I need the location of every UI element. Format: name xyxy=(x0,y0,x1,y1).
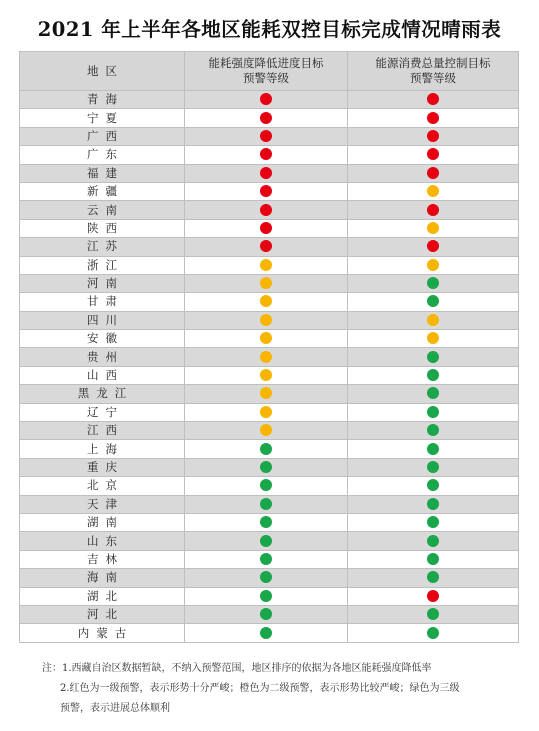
region-name: 北京 xyxy=(87,478,124,493)
red-warning-dot-icon xyxy=(260,93,272,105)
consumption-level-cell xyxy=(348,440,519,458)
table-row xyxy=(20,495,519,513)
green-warning-dot-icon xyxy=(260,608,272,620)
region-name: 四川 xyxy=(87,312,124,327)
header-intensity-line2: 预警等级 xyxy=(243,71,289,85)
table-row xyxy=(20,569,519,587)
intensity-level-cell xyxy=(185,624,348,642)
warning-table xyxy=(19,51,519,643)
consumption-level-cell xyxy=(348,587,519,605)
page-title: 2021 年上半年各地区能耗双控目标完成情况晴雨表 xyxy=(37,18,502,41)
orange-warning-dot-icon xyxy=(260,387,272,399)
consumption-level-cell xyxy=(348,569,519,587)
green-warning-dot-icon xyxy=(260,479,272,491)
consumption-level-cell xyxy=(348,164,519,182)
orange-warning-dot-icon xyxy=(260,406,272,418)
table-row xyxy=(20,330,519,348)
table-row xyxy=(20,146,519,164)
table-row xyxy=(20,238,519,256)
region-name: 天津 xyxy=(87,496,124,511)
consumption-level-cell xyxy=(348,550,519,568)
table-row xyxy=(20,293,519,311)
red-warning-dot-icon xyxy=(427,93,439,105)
intensity-level-cell xyxy=(185,238,348,256)
consumption-level-cell xyxy=(348,403,519,421)
green-warning-dot-icon xyxy=(427,295,439,307)
intensity-level-cell xyxy=(185,458,348,476)
region-cell xyxy=(20,605,185,623)
green-warning-dot-icon xyxy=(427,516,439,528)
consumption-level-cell xyxy=(348,146,519,164)
red-warning-dot-icon xyxy=(427,112,439,124)
region-name: 山西 xyxy=(87,368,124,383)
intensity-level-cell xyxy=(185,366,348,384)
region-cell xyxy=(20,311,185,329)
table-row xyxy=(20,311,519,329)
green-warning-dot-icon xyxy=(260,535,272,547)
region-cell xyxy=(20,477,185,495)
region-name: 新疆 xyxy=(87,184,124,199)
red-warning-dot-icon xyxy=(427,240,439,252)
orange-warning-dot-icon xyxy=(427,314,439,326)
green-warning-dot-icon xyxy=(427,535,439,547)
consumption-level-cell xyxy=(348,201,519,219)
consumption-level-cell xyxy=(348,293,519,311)
header-intensity xyxy=(185,52,348,91)
intensity-level-cell xyxy=(185,385,348,403)
red-warning-dot-icon xyxy=(260,130,272,142)
consumption-level-cell xyxy=(348,495,519,513)
region-name: 吉林 xyxy=(87,551,124,566)
table-row xyxy=(20,348,519,366)
consumption-level-cell xyxy=(348,330,519,348)
table-row xyxy=(20,605,519,623)
green-warning-dot-icon xyxy=(427,498,439,510)
consumption-level-cell xyxy=(348,256,519,274)
consumption-level-cell xyxy=(348,127,519,145)
table-row xyxy=(20,403,519,421)
region-name: 江西 xyxy=(87,423,124,438)
region-cell xyxy=(20,238,185,256)
table-row xyxy=(20,477,519,495)
orange-warning-dot-icon xyxy=(260,277,272,289)
region-cell xyxy=(20,513,185,531)
notes xyxy=(42,659,522,719)
region-cell xyxy=(20,366,185,384)
region-cell xyxy=(20,91,185,109)
region-cell xyxy=(20,422,185,440)
intensity-level-cell xyxy=(185,293,348,311)
red-warning-dot-icon xyxy=(427,590,439,602)
green-warning-dot-icon xyxy=(427,351,439,363)
red-warning-dot-icon xyxy=(260,204,272,216)
region-name: 浙江 xyxy=(87,257,124,272)
region-name: 安徽 xyxy=(87,331,124,346)
red-warning-dot-icon xyxy=(260,222,272,234)
region-name: 辽宁 xyxy=(87,404,124,419)
green-warning-dot-icon xyxy=(427,571,439,583)
region-cell xyxy=(20,385,185,403)
region-name: 宁夏 xyxy=(87,110,124,125)
orange-warning-dot-icon xyxy=(260,259,272,271)
intensity-level-cell xyxy=(185,164,348,182)
region-cell xyxy=(20,274,185,292)
table-row xyxy=(20,182,519,200)
note-line-2: 2.红色为一级预警，表示形势十分严峻；橙色为二级预警，表示形势比较严峻；绿色为三级 xyxy=(60,683,460,694)
intensity-level-cell xyxy=(185,127,348,145)
region-name: 福建 xyxy=(87,165,124,180)
orange-warning-dot-icon xyxy=(260,314,272,326)
table-row xyxy=(20,440,519,458)
region-name: 湖北 xyxy=(87,588,124,603)
table-row xyxy=(20,219,519,237)
green-warning-dot-icon xyxy=(427,424,439,436)
region-name: 内蒙古 xyxy=(77,625,134,640)
intensity-level-cell xyxy=(185,146,348,164)
orange-warning-dot-icon xyxy=(260,424,272,436)
green-warning-dot-icon xyxy=(427,461,439,473)
intensity-level-cell xyxy=(185,201,348,219)
region-name: 上海 xyxy=(87,441,124,456)
intensity-level-cell xyxy=(185,348,348,366)
region-cell xyxy=(20,495,185,513)
green-warning-dot-icon xyxy=(260,498,272,510)
consumption-level-cell xyxy=(348,182,519,200)
consumption-level-cell xyxy=(348,274,519,292)
table-row xyxy=(20,513,519,531)
green-warning-dot-icon xyxy=(260,571,272,583)
red-warning-dot-icon xyxy=(427,167,439,179)
consumption-level-cell xyxy=(348,311,519,329)
region-name: 海南 xyxy=(87,570,124,585)
region-name: 贵州 xyxy=(87,349,124,364)
region-cell xyxy=(20,109,185,127)
region-cell xyxy=(20,256,185,274)
red-warning-dot-icon xyxy=(260,112,272,124)
region-cell xyxy=(20,440,185,458)
intensity-level-cell xyxy=(185,477,348,495)
green-warning-dot-icon xyxy=(427,387,439,399)
table-body xyxy=(20,91,519,643)
table-row xyxy=(20,550,519,568)
region-name: 云南 xyxy=(87,202,124,217)
table-row xyxy=(20,91,519,109)
table-row xyxy=(20,127,519,145)
table-row xyxy=(20,422,519,440)
region-cell xyxy=(20,182,185,200)
header-region xyxy=(20,52,185,91)
intensity-level-cell xyxy=(185,569,348,587)
table-row xyxy=(20,274,519,292)
consumption-level-cell xyxy=(348,91,519,109)
table-header-row xyxy=(20,52,519,91)
region-cell xyxy=(20,330,185,348)
intensity-level-cell xyxy=(185,605,348,623)
region-name: 山东 xyxy=(87,533,124,548)
header-consumption-line1: 能源消费总量控制目标 xyxy=(375,56,491,70)
green-warning-dot-icon xyxy=(260,553,272,565)
green-warning-dot-icon xyxy=(427,277,439,289)
green-warning-dot-icon xyxy=(427,479,439,491)
table-row xyxy=(20,366,519,384)
header-consumption xyxy=(348,52,519,91)
red-warning-dot-icon xyxy=(427,148,439,160)
green-warning-dot-icon xyxy=(427,627,439,639)
green-warning-dot-icon xyxy=(260,516,272,528)
region-cell xyxy=(20,219,185,237)
green-warning-dot-icon xyxy=(427,443,439,455)
table-row xyxy=(20,624,519,642)
region-cell xyxy=(20,403,185,421)
region-name: 广东 xyxy=(87,147,124,162)
green-warning-dot-icon xyxy=(427,369,439,381)
intensity-level-cell xyxy=(185,587,348,605)
region-cell xyxy=(20,293,185,311)
intensity-level-cell xyxy=(185,219,348,237)
region-cell xyxy=(20,569,185,587)
intensity-level-cell xyxy=(185,109,348,127)
consumption-level-cell xyxy=(348,348,519,366)
orange-warning-dot-icon xyxy=(260,351,272,363)
region-cell xyxy=(20,532,185,550)
orange-warning-dot-icon xyxy=(260,295,272,307)
intensity-level-cell xyxy=(185,495,348,513)
consumption-level-cell xyxy=(348,366,519,384)
consumption-level-cell xyxy=(348,458,519,476)
intensity-level-cell xyxy=(185,403,348,421)
table-row xyxy=(20,256,519,274)
region-name: 重庆 xyxy=(87,460,124,474)
consumption-level-cell xyxy=(348,605,519,623)
region-name: 河北 xyxy=(87,607,124,622)
table-row xyxy=(20,164,519,182)
red-warning-dot-icon xyxy=(260,185,272,197)
header-region-label: 地区 xyxy=(87,63,124,78)
green-warning-dot-icon xyxy=(260,461,272,473)
region-cell xyxy=(20,587,185,605)
region-name: 陕西 xyxy=(87,220,124,235)
header-consumption-line2: 预警等级 xyxy=(410,71,456,85)
consumption-level-cell xyxy=(348,422,519,440)
intensity-level-cell xyxy=(185,91,348,109)
region-name: 江苏 xyxy=(87,239,124,254)
green-warning-dot-icon xyxy=(427,608,439,620)
region-cell xyxy=(20,348,185,366)
intensity-level-cell xyxy=(185,311,348,329)
region-name: 青海 xyxy=(87,92,124,107)
region-cell xyxy=(20,201,185,219)
intensity-level-cell xyxy=(185,513,348,531)
intensity-level-cell xyxy=(185,532,348,550)
region-name: 河南 xyxy=(87,276,124,291)
green-warning-dot-icon xyxy=(427,406,439,418)
consumption-level-cell xyxy=(348,219,519,237)
red-warning-dot-icon xyxy=(260,148,272,160)
intensity-level-cell xyxy=(185,256,348,274)
consumption-level-cell xyxy=(348,385,519,403)
consumption-level-cell xyxy=(348,513,519,531)
table-row xyxy=(20,201,519,219)
green-warning-dot-icon xyxy=(260,627,272,639)
intensity-level-cell xyxy=(185,422,348,440)
consumption-level-cell xyxy=(348,109,519,127)
red-warning-dot-icon xyxy=(427,204,439,216)
consumption-level-cell xyxy=(348,624,519,642)
region-name: 甘肃 xyxy=(87,294,124,309)
intensity-level-cell xyxy=(185,330,348,348)
region-cell xyxy=(20,146,185,164)
green-warning-dot-icon xyxy=(260,590,272,602)
header-intensity-line1: 能耗强度降低进度目标 xyxy=(208,56,324,70)
intensity-level-cell xyxy=(185,182,348,200)
table-row xyxy=(20,109,519,127)
orange-warning-dot-icon xyxy=(427,222,439,234)
green-warning-dot-icon xyxy=(427,553,439,565)
orange-warning-dot-icon xyxy=(427,332,439,344)
orange-warning-dot-icon xyxy=(260,332,272,344)
intensity-level-cell xyxy=(185,440,348,458)
red-warning-dot-icon xyxy=(427,130,439,142)
region-cell xyxy=(20,550,185,568)
region-name: 黑龙江 xyxy=(77,386,134,401)
region-name: 湖南 xyxy=(87,515,124,530)
region-cell xyxy=(20,624,185,642)
region-cell xyxy=(20,164,185,182)
red-warning-dot-icon xyxy=(260,167,272,179)
region-name: 广西 xyxy=(87,128,124,143)
region-cell xyxy=(20,458,185,476)
orange-warning-dot-icon xyxy=(427,185,439,197)
consumption-level-cell xyxy=(348,532,519,550)
consumption-level-cell xyxy=(348,477,519,495)
table-row xyxy=(20,458,519,476)
region-cell xyxy=(20,127,185,145)
intensity-level-cell xyxy=(185,550,348,568)
red-warning-dot-icon xyxy=(260,240,272,252)
orange-warning-dot-icon xyxy=(427,259,439,271)
table-row xyxy=(20,587,519,605)
intensity-level-cell xyxy=(185,274,348,292)
table-row xyxy=(20,532,519,550)
green-warning-dot-icon xyxy=(260,443,272,455)
note-line-1: 注：1.西藏自治区数据暂缺，不纳入预警范围，地区排序的依据为各地区能耗强度降低率 xyxy=(42,663,432,674)
orange-warning-dot-icon xyxy=(260,369,272,381)
table-row xyxy=(20,385,519,403)
consumption-level-cell xyxy=(348,238,519,256)
note-line-3: 预警，表示进展总体顺利 xyxy=(60,703,170,714)
